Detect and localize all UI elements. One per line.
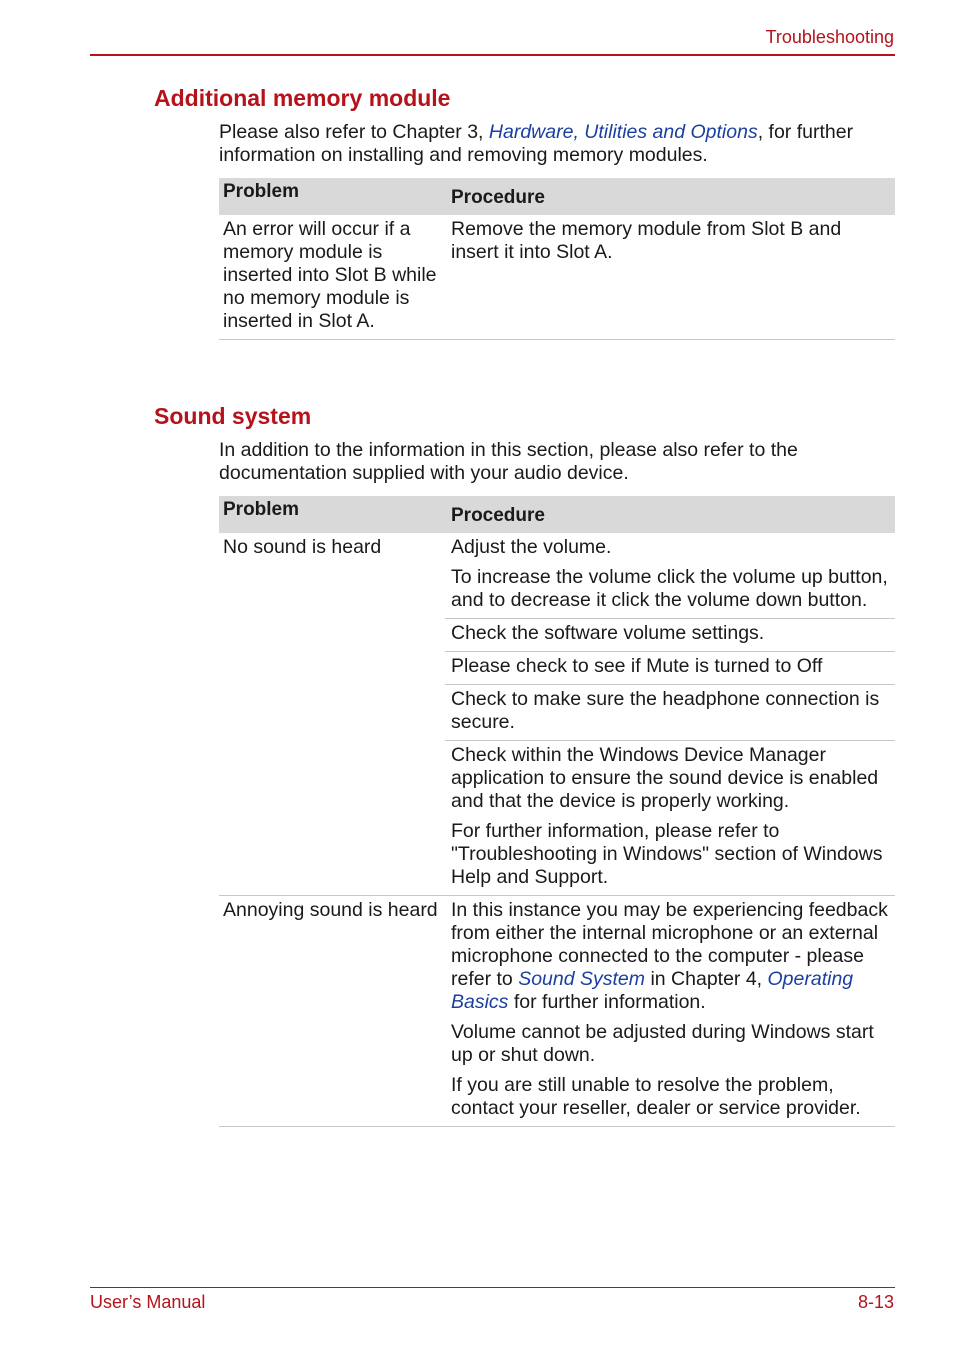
procedure-cell bbox=[445, 533, 895, 619]
procedure-step: To increase the volume click the volume up button, and to decrease it click the volume down button. bbox=[451, 566, 888, 611]
memory-table bbox=[219, 178, 895, 340]
procedure-cell: Check the software volume settings. bbox=[445, 619, 895, 652]
procedure-text: for further information. bbox=[508, 991, 706, 1013]
procedure-text: In this instance you may be experiencing feedback from either the internal microphone or an external microphone connected to the computer - please refer to bbox=[451, 899, 888, 990]
procedure-step: Check within the Windows Device Manager application to ensure the sound device is enabled and that the device is properly working. bbox=[451, 744, 879, 812]
section-title-sound: Sound system bbox=[154, 403, 312, 429]
sound-intro: In addition to the information in this section, please also refer to the documentation supplied with your audio device. bbox=[219, 439, 798, 484]
column-header-problem: Problem bbox=[219, 178, 445, 215]
running-header: Troubleshooting bbox=[765, 27, 894, 47]
problem-cell: Annoying sound is heard bbox=[219, 896, 445, 1127]
link-hardware-utilities-options[interactable]: Hardware, Utilities and Options bbox=[488, 121, 758, 143]
footer-manual-title: User’s Manual bbox=[90, 1292, 206, 1312]
procedure-step bbox=[451, 899, 891, 1014]
table-row bbox=[219, 896, 895, 1127]
footer-rule bbox=[90, 1287, 895, 1288]
table-row bbox=[219, 215, 895, 340]
memory-intro bbox=[219, 121, 895, 167]
link-sound-system[interactable]: Sound System bbox=[518, 968, 646, 990]
table-header-row bbox=[219, 178, 895, 215]
link-operating-basics[interactable]: Operating Basics bbox=[451, 968, 854, 1013]
table-header-row bbox=[219, 496, 895, 533]
procedure-cell bbox=[445, 896, 895, 1127]
problem-cell: No sound is heard bbox=[219, 533, 445, 896]
procedure-cell bbox=[445, 741, 895, 896]
procedure-step: If you are still unable to resolve the problem, contact your reseller, dealer or service provider. bbox=[451, 1074, 861, 1119]
page-number: 8-13 bbox=[857, 1292, 894, 1312]
procedure-text: in Chapter 4, bbox=[645, 968, 768, 990]
memory-intro-text: Please also refer to Chapter 3, bbox=[219, 121, 489, 143]
section-title-memory: Additional memory module bbox=[154, 85, 451, 111]
procedure-cell: Please check to see if Mute is turned to Off bbox=[445, 652, 895, 685]
procedure-step: Volume cannot be adjusted during Windows start up or shut down. bbox=[451, 1021, 874, 1066]
column-header-procedure: Procedure bbox=[445, 496, 895, 533]
procedure-step: For further information, please refer to "Troubleshooting in Windows" section of Windows Help and Support. bbox=[451, 820, 883, 888]
memory-intro-text-after: , for further information on installing and removing memory modules. bbox=[219, 121, 854, 166]
problem-cell: An error will occur if a memory module is inserted into Slot B while no memory module is inserted in Slot A. bbox=[219, 215, 445, 340]
sound-table bbox=[219, 496, 895, 1127]
table-row bbox=[219, 533, 895, 619]
column-header-problem: Problem bbox=[219, 496, 445, 533]
column-header-procedure: Procedure bbox=[445, 178, 895, 215]
procedure-cell: Check to make sure the headphone connection is secure. bbox=[445, 685, 895, 741]
procedure-cell: Remove the memory module from Slot B and insert it into Slot A. bbox=[445, 215, 895, 340]
procedure-step: Adjust the volume. bbox=[451, 536, 612, 558]
header-rule bbox=[90, 54, 895, 56]
